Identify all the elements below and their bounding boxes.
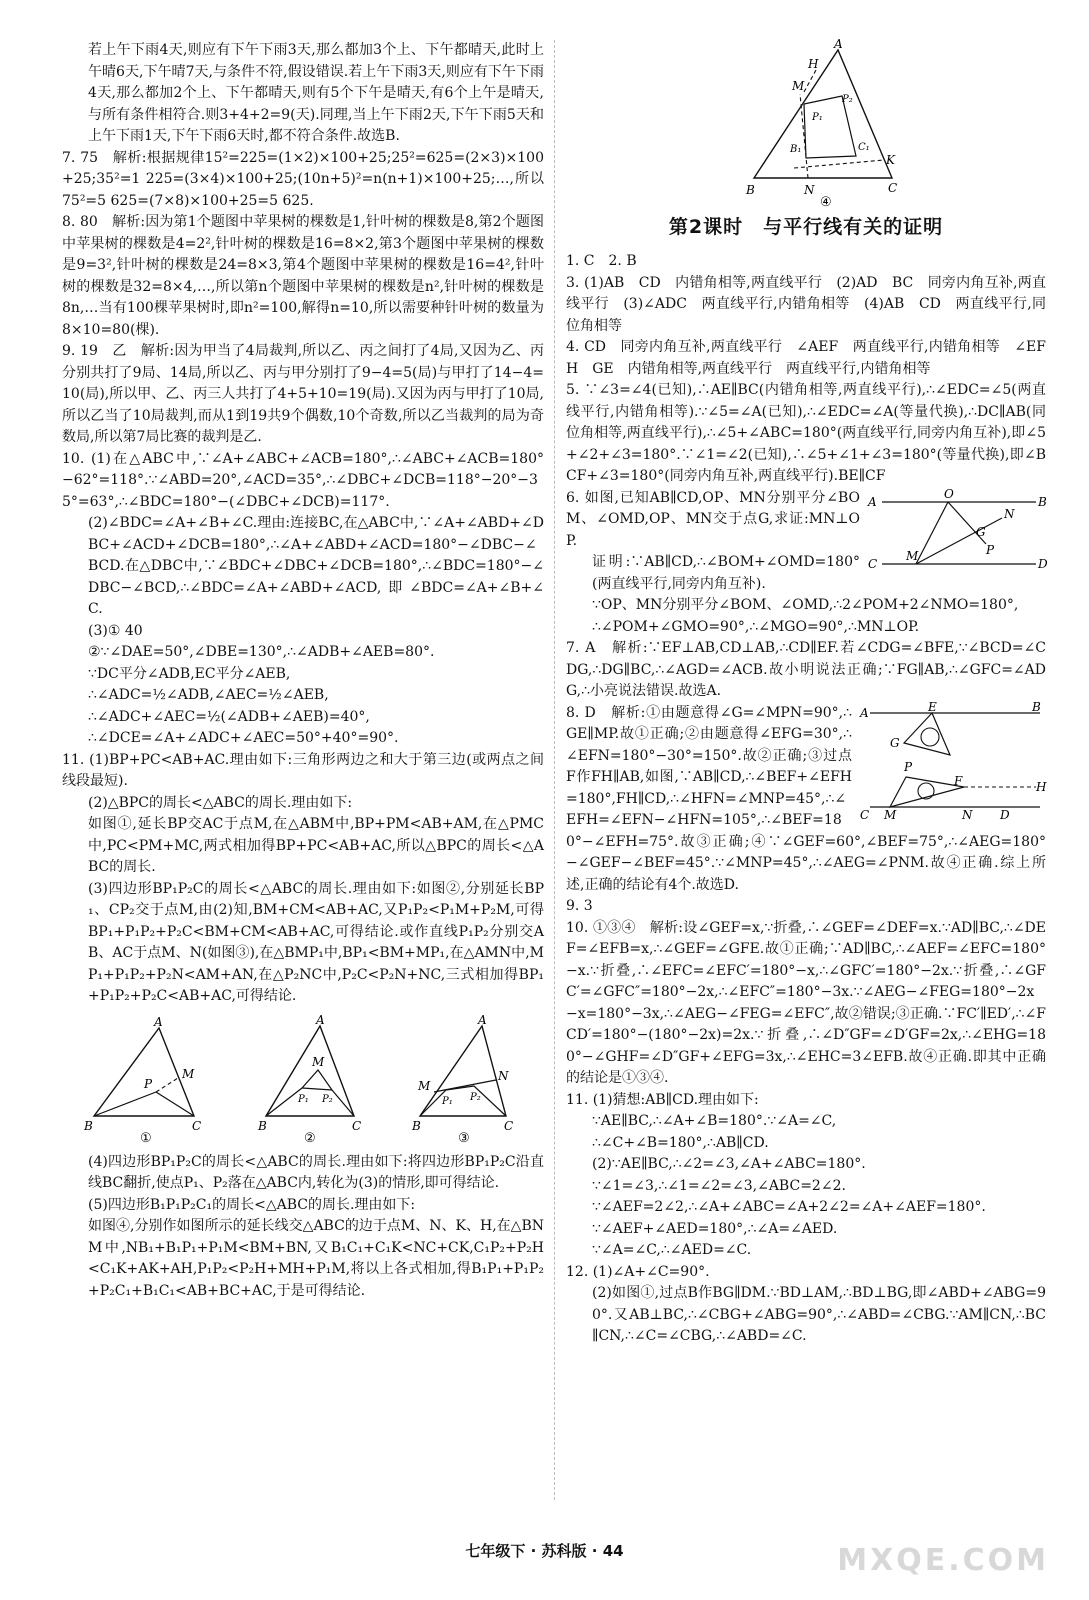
answer-11-4: (4)四边形BP₁P₂C的周长<△ABC的周长.理由如下:将四边形BP₁P₂C沿直线BC翻折,使点P₁、P₂落在△ABC内,转化为(3)的情形,即可得结论. <box>88 1153 544 1191</box>
answer-r11g: ∵∠AEF+∠AED=180°,∴∠A=∠AED. <box>592 1220 838 1237</box>
label-p1: P₁ <box>812 112 823 123</box>
label-n: N <box>804 183 815 197</box>
answer-r8: 8. D 解析:①由题意得∠G=∠MPN=90°,∴GE∥MP.故①正确;②由题意得∠EFG=30°,∴∠EFN=180°−30°=150°.故②正确;③过点F作FH∥AB,如图,∵AB∥CD,∴∠BEF+∠EFH=180°,FH∥CD,∴∠HFN=∠MNP=45°,∴∠EFH=∠EFN−∠HFN=105°,∴∠BEF=180°−∠EFH=75°.故③正确;④∵∠GEF=60°,∠BEF=75°,∴∠AEG=180°−∠GEF−∠BEF=45°.∵∠MNP=45°,∴∠AEG=∠PNM.故④正确.综上所述,正确的结论有4个.故选D. <box>566 704 1046 893</box>
triangle-figure-3 <box>412 1012 522 1146</box>
label-c: C <box>352 1118 362 1133</box>
answer-r12b: (2)如图①,过点B作BG∥DM.∵BD⊥AM,∴BD⊥BG,即∠ABD+∠ABG=90°.又AB⊥BC,∴∠CBG+∠ABG=90°,∴∠ABD=∠CBG.∵AM∥CN,∴BC∥CN,∴∠C=∠CBG,∴∠ABD=∠C. <box>592 1285 1046 1344</box>
answer-r4: 4. CD 同旁内角互补,两直线平行 ∠AEF 两直线平行,内错角相等 ∠EFH GE 内错角相等,两直线平行 两直线平行,内错角相等 <box>566 339 1046 377</box>
triangle-ruler-figure <box>860 699 1047 822</box>
label-m: M <box>418 1078 431 1093</box>
label-m: M <box>906 548 919 563</box>
answer-r11c: ∴∠C+∠B=180°,∴AB∥CD. <box>592 1134 769 1151</box>
label-m: M <box>312 1054 325 1069</box>
page-footer: 七年级下 · 苏科版 · 44 <box>465 1542 624 1560</box>
answer-10-2: (2)∠BDC=∠A+∠B+∠C.理由:连接BC,在△ABC中,∵∠A+∠ABD+∠DBC+∠ACD+∠DCB=180°,∴∠A+∠ABD+∠ACD=180°−∠DBC−∠BCD.在△DBC中,∵∠BDC+∠DBC+∠DCB=180°,∴∠BDC=180°−∠DBC−∠BCD,∴∠BDC=∠A+∠ABD+∠ACD,即∠BDC=∠A+∠B+∠C. <box>88 515 544 617</box>
label-a: A <box>860 705 869 720</box>
label-a: A <box>478 1012 487 1027</box>
answer-10-3f: ∴∠DCE=∠A+∠ADC+∠AEC=50°+40°=90°. <box>88 730 399 746</box>
label-b: B <box>84 1118 93 1133</box>
answer-10-3: (3)① 40 <box>88 622 143 639</box>
answer-10-3d: ∴∠ADC=½∠ADB,∠AEC=½∠AEB, <box>88 687 329 703</box>
answer-r12: 12. (1)∠A+∠C=90°. <box>566 1263 710 1280</box>
answer-10-3e: ∴∠ADC+∠AEC=½(∠ADB+∠AEB)=40°, <box>88 708 370 725</box>
label-c: C <box>888 181 898 195</box>
label-d: D <box>1000 807 1010 822</box>
answer-9: 9. 19 乙 解析:因为甲当了4局裁判,所以乙、丙之间打了4局,又因为乙、丙分别共打了9局、14局,所以乙、丙与甲分别打了9−4=5(局)与甲打了14−4=10(局),所以甲、乙、丙三人共打了4+5+10=19(局).又因为丙与甲打了10局,所以乙当了10局裁判,而从1到19共9个偶数,10个奇数,所以乙当裁判的局为奇数局,所以第7局比赛的裁判是乙. <box>62 343 544 445</box>
answer-7: 7. 75 解析:根据规律15²=225=(1×2)×100+25;25²=625=(2×3)×100+25;35²=1 225=(3×4)×100+25;(10n+5)²=n(n+1)×100+25;…,所以75²=5 625=(7×8)×100+25=5 625. <box>62 149 544 209</box>
label-b: B <box>1038 494 1047 509</box>
answer-r11b: ∵AE∥BC,∴∠A+∠B=180°.∵∠A=∠C, <box>592 1113 837 1129</box>
answer-10-3c: ∵DC平分∠ADB,EC平分∠AEB, <box>88 665 291 682</box>
triangle-figure-2 <box>258 1012 368 1146</box>
answer-r6: 6. 如图,已知AB∥CD,OP、MN分别平分∠BOM、∠OMD,OP、MN交于点G,求证:MN⊥OP. <box>566 489 860 549</box>
triangle-figure-1 <box>84 1016 214 1146</box>
answer-r6b: 证明:∵AB∥CD,∴∠BOM+∠OMD=180°(两直线平行,同旁内角互补). <box>592 554 860 592</box>
left-column <box>62 40 544 1302</box>
answer-11-1: 11. (1)BP+PC<AB+AC.理由如下:三角形两边之和大于第三边(或两点之间线段最短). <box>62 751 544 789</box>
answer-r9: 9. 3 <box>566 898 593 914</box>
answer-r6c: ∵OP、MN分别平分∠BOM、∠OMD,∴2∠POM+2∠NMO=180°, <box>592 597 1019 613</box>
label-a: A <box>834 37 843 51</box>
right-column <box>566 37 1048 1348</box>
label-p2: P₂ <box>470 1091 481 1103</box>
answer-r11d: (2)∵AE∥BC,∴∠2=∠3,∠A+∠ABC=180°. <box>592 1156 866 1172</box>
label-b: B <box>258 1118 267 1133</box>
label-n: N <box>1004 506 1015 521</box>
answer-r6d: ∴∠POM+∠GMO=90°,∴∠MGO=90°,∴MN⊥OP. <box>592 618 920 635</box>
label-m: M <box>792 79 805 93</box>
figure-number-1: ① <box>140 1130 152 1146</box>
label-c: C <box>860 807 870 822</box>
figure-number-2: ② <box>304 1130 316 1146</box>
label-a: A <box>154 1014 163 1029</box>
label-p2: P₂ <box>842 94 853 105</box>
label-a: A <box>316 1012 325 1027</box>
label-c: C <box>192 1118 202 1133</box>
answer-11-2b: 如图①,延长BP交AC于点M,在△ABM中,BP+PM<AB+AM,在△PMC中,PC<PM+MC,两式相加得BP+PC<AB+AC,所以△BPC的周长<△ABC的周长. <box>88 816 544 875</box>
label-e: E <box>928 699 937 714</box>
answer-11-2: (2)△BPC的周长<△ABC的周长.理由如下: <box>88 794 353 811</box>
label-c: C <box>504 1118 514 1133</box>
label-c: C <box>868 556 878 571</box>
answer-r11e: ∵∠1=∠3,∴∠1=∠2=∠3,∠ABC=2∠2. <box>592 1177 846 1194</box>
label-d: D <box>1038 556 1048 571</box>
label-g: G <box>890 735 900 750</box>
answer-r5: 5. ∵∠3=∠4(已知),∴AE∥BC(内错角相等,两直线平行),∴∠EDC=∠5(两直线平行,内错角相等).∵∠5=∠A(已知),∴∠EDC=∠A(等量代换),∴DC∥AB(同位角相等,两直线平行),∴∠5+∠ABC=180°(两直线平行,同旁内角互补),即∠5+∠2+∠3=180°.∵∠1=∠2(已知),∴∠5+∠1+∠3=180°(等量代换),即∠BCF+∠3=180°(同旁内角互补,两直线平行).BE∥CF <box>566 382 1046 484</box>
answer-r1: 1. C 2. B <box>566 253 637 269</box>
label-f: F <box>954 773 963 788</box>
label-o: O <box>944 486 954 501</box>
triangle-figures <box>62 1012 544 1146</box>
label-p: P <box>986 542 995 557</box>
figure-number-4: ④ <box>820 195 832 210</box>
label-p: P <box>904 759 913 774</box>
label-c1: C₁ <box>858 142 870 153</box>
label-k: K <box>886 153 895 167</box>
answer-r11: 11. (1)猜想:AB∥CD.理由如下: <box>566 1091 759 1108</box>
answer-r10: 10. ①③④ 解析:设∠GEF=x,∵折叠,∴∠GEF=∠DEF=x.∵AD∥BC,∴∠DEF=∠EFB=x,∴∠GEF=∠GFE.故①正确;∵AD∥BC,∴∠AEF=∠EFC=180°−x.∵折叠,∴∠EFC=∠EFC′=180°−x,∴∠GFC′=180°−2x.∵折叠,∴∠GFC′=∠GFC″=180°−2x,∴∠EFC″=180°−3x.∵∠AEG−∠FEG=180°−2x−x=180°−3x,∴∠AEG−∠FEG=∠EFC″,故②错误;③正确.∵FC′∥ED′,∴∠FCD′=180°−(180°−2x)=2x.∵折叠,∴∠D″GF=∠D′GF=2x,∴∠EHG=180°−∠GHF=∠D″GF+∠EFG=3x,∴∠EHC=3∠EFB.故④正确.即其中正确的结论是①③④. <box>566 919 1046 1086</box>
section-title: 第2课时 与平行线有关的证明 <box>668 216 944 238</box>
label-p2: P₂ <box>322 1093 333 1105</box>
label-b: B <box>746 183 755 197</box>
label-m: M <box>884 807 897 822</box>
answer-r11f: ∵∠AEF=2∠2,∴∠A+∠ABC=∠A+2∠2=∠A+∠AEF=180°. <box>592 1199 986 1215</box>
answer-8: 8. 80 解析:因为第1个题图中苹果树的棵数是1,针叶树的棵数是8,第2个题图中苹果树的棵数是4=2²,针叶树的棵数是16=8×2,第3个题图中苹果树的棵数是9=3²,针叶树的棵数是24=8×3,第4个题图中苹果树的棵数是16=4²,针叶树的棵数是32=8×4,…,所以第n个题图中苹果树的棵数是n²,针叶树的棵数是8n,…当有100棵苹果树时,即n²=100,解得n=10,所以需要种针叶树的数量为8×10=80(棵). <box>62 214 544 338</box>
label-n: N <box>962 807 973 822</box>
answer-11-5b: 如图④,分别作如图所示的延长线交△ABC的边于点M、N、K、H,在△BNM中,NB₁+B₁P₁+P₁M<BM+BN,又B₁C₁+C₁K<NC+CK,C₁P₂+P₂H<C₁K+AK+AH,P₁P₂<P₂H+MH+P₁M,将以上各式相加,得B₁P₁+P₁P₂+P₂C₁+B₁C₁<AB+BC+AC,于是可得结论. <box>88 1218 544 1299</box>
label-p: P <box>144 1076 153 1091</box>
answer-r7: 7. A 解析:∵EF⊥AB,CD⊥AB,∴CD∥EF.若∠CDG=∠BFE,∵∠BCD=∠CDG,∴DG∥BC,∴∠AGD=∠ACB.故小明说法正确;∵FG∥AB,∴∠GFC=∠ADG,∴小亮说法错误.故选A. <box>566 640 1046 699</box>
answer-r3: 3. (1)AB CD 内错角相等,两直线平行 (2)AD BC 同旁内角互补,两直线平行 (3)∠ADC 两直线平行,内错角相等 (4)AB CD 两直线平行,同位角相等 <box>566 274 1046 334</box>
label-b: B <box>1032 699 1041 714</box>
answer-r11h: ∵∠A=∠C,∴∠AED=∠C. <box>592 1242 752 1258</box>
label-a: A <box>868 494 877 509</box>
label-m: M <box>182 1066 195 1081</box>
label-g: G <box>976 524 986 539</box>
label-b: B <box>412 1118 421 1133</box>
figure-number-3: ③ <box>458 1130 470 1146</box>
label-h: H <box>1036 779 1047 794</box>
label-p1: P₁ <box>298 1093 309 1105</box>
label-n: N <box>498 1068 509 1083</box>
label-b1: B₁ <box>790 144 802 155</box>
column-divider <box>554 40 555 1500</box>
label-h: H <box>808 57 819 71</box>
watermark: MXQE.COM <box>837 1543 1049 1578</box>
answer-10-1: 10. (1)在△ABC中,∵∠A+∠ABC+∠ACB=180°,∴∠ABC+∠ACB=180°−62°=118°.∵∠ABD=20°,∠ACD=35°,∴∠DBC+∠DCB=118°−20°−35°=63°,∴∠BDC=180°−(∠DBC+∠DCB)=117°. <box>62 450 544 510</box>
answer-11-3: (3)四边形BP₁P₂C的周长<△ABC的周长.理由如下:如图②,分别延长BP₁、CP₂交于点M,由(2)知,BM+CM<AB+AC,又P₁P₂<P₁M+P₂M,可得BP₁+P₁P₂+P₂C<BM+CM<AB+AC,可得结论.或作直线P₁P₂分别交AB、AC于点M、N(如图③),在△BMP₁中,BP₁<BM+MP₁,在△AMN中,MP₁+P₁P₂+P₂N<AM+AN,在△P₂NC中,P₂C<P₂N+NC,三式相加得BP₁+P₁P₂+P₂C<AB+AC,可得结论. <box>88 880 544 1004</box>
parallel-lines-figure <box>868 488 1046 580</box>
answer-10-3b: ②∵∠DAE=50°,∠DBE=130°,∴∠ADB+∠AEB=80°. <box>88 644 435 660</box>
answer-11-5: (5)四边形B₁P₁P₂C₁的周长<△ABC的周长.理由如下: <box>88 1196 416 1213</box>
label-p1: P₁ <box>442 1095 453 1107</box>
triangle-figure-4 <box>566 37 1046 210</box>
answer-text: 若上午下雨4天,则应有下午下雨3天,那么都加3个上、下午都晴天,此时上午晴6天,下午晴7天,与条件不符,假设错误.若上午下雨3天,则应有下午下雨4天,那么都加2个上、下午都晴天,则有5个下午是晴天,有6个上午是晴天,与所有条件相符合.则3+4+2=9(天).同理,当上午下雨2天,下午下雨5天和上午下雨1天,下午下雨6天时,都不符合条件.故选B. <box>88 42 544 144</box>
